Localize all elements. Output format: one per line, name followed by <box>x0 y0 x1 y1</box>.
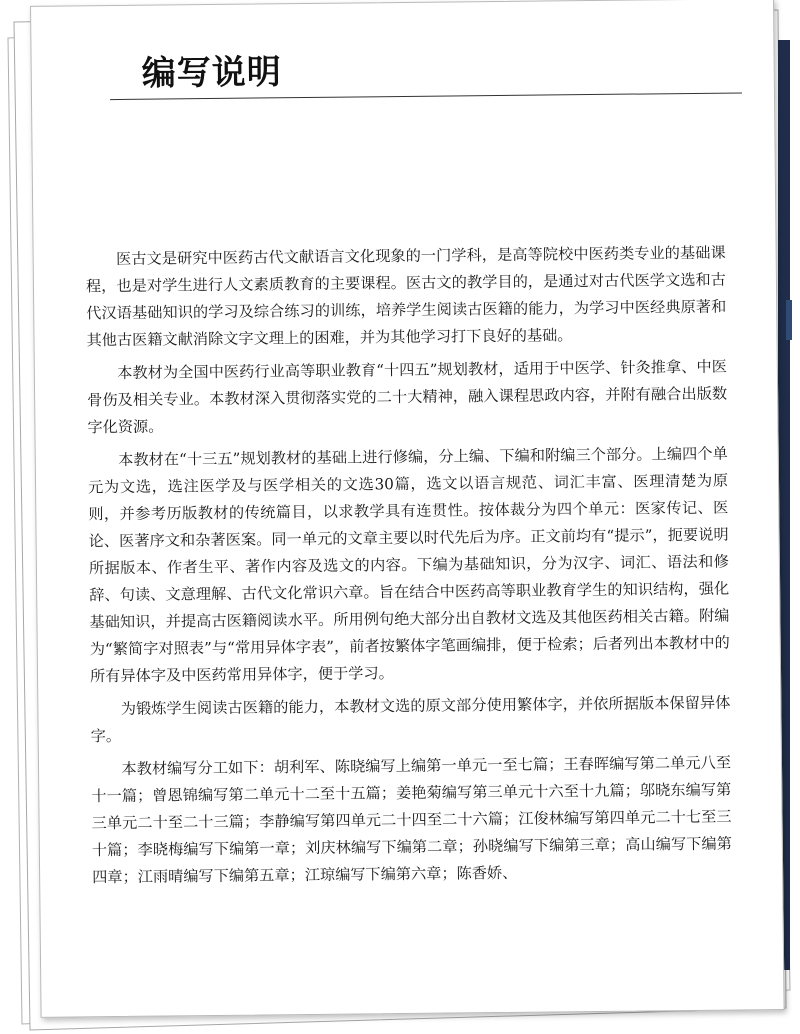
page-body <box>86 240 733 898</box>
page-title: 编写说明 <box>141 52 282 94</box>
document-page <box>30 0 785 1018</box>
paragraph-authors: 本教材编写分工如下：胡利军、陈晓编写上编第一单元一至七篇；王春晖编写第二单元八至十一篇；曾恩锦编写第二单元十二至十五篇；姜艳菊编写第三单元十六至十九篇；邬晓东编写第三单元二十至二十三篇；李静编写第四单元二十四至二十六篇；江俊林编写第四单元二十七至三十篇；李晓梅编写下编第一章；刘庆林编写下编第二章；孙晓编写下编第三章；高山编写下编第四章；江雨晴编写下编第五章；江琼编写下编第六章；陈香娇、 <box>91 753 732 887</box>
paragraph-structure: 本教材在“十三五”规划教材的基础上进行修编，分上编、下编和附编三个部分。上编四个单元为文选，选注医学及与医学相关的文选30篇，选文以语言规范、词汇丰富、医理清楚为原则，并参考历版教材的传统篇目，以求教学具有连贯性。按体裁分为四个单元：医家传记、医论、医著序文和杂著医案。同一单元的文章主要以时代先后为序。正文前均有“提示”，扼要说明所据版本、作者生平、著作内容及选文的内容。下编为基础知识，分为汉字、词汇、语法和修辞、句读、文意理解、古代文化常识六章。旨在结合中医药高等职业教育学生的知识结构，强化基础知识，并提高古医籍阅读水平。所用例句绝大部分出自教材文选及其他医药相关古籍。附编为“繁简字对照表”与“常用异体字表”，前者按繁体字笔画编排，便于检索；后者列出本教材中的所有异体字及中医药常用异体字，便于学习。 <box>87 444 730 686</box>
paragraph-intro: 医古文是研究中医药古代文献语言文化现象的一门学科，是高等院校中医药类专业的基础课程，也是对学生进行人文素质教育的主要课程。医古文的教学目的，是通过对古代医学文选和古代汉语基础知识的学习及综合练习的训练，培养学生阅读古医籍的能力，为学习中医经典原著和其他古医籍文献消除文字文理上的困难，并为其他学习打下良好的基础。 <box>85 243 727 350</box>
paragraph-characters: 为锻炼学生阅读古医籍的能力，本教材文选的原文部分使用繁体字，并依所据版本保留异体字。 <box>90 693 731 746</box>
paragraph-scope: 本教材为全国中医药行业高等职业教育“十四五”规划教材，适用于中医学、针灸推拿、中医骨伤及相关专业。本教材深入贯彻落实党的二十大精神，融入课程思政内容，并附有融合出版数字化资源。 <box>87 357 728 437</box>
